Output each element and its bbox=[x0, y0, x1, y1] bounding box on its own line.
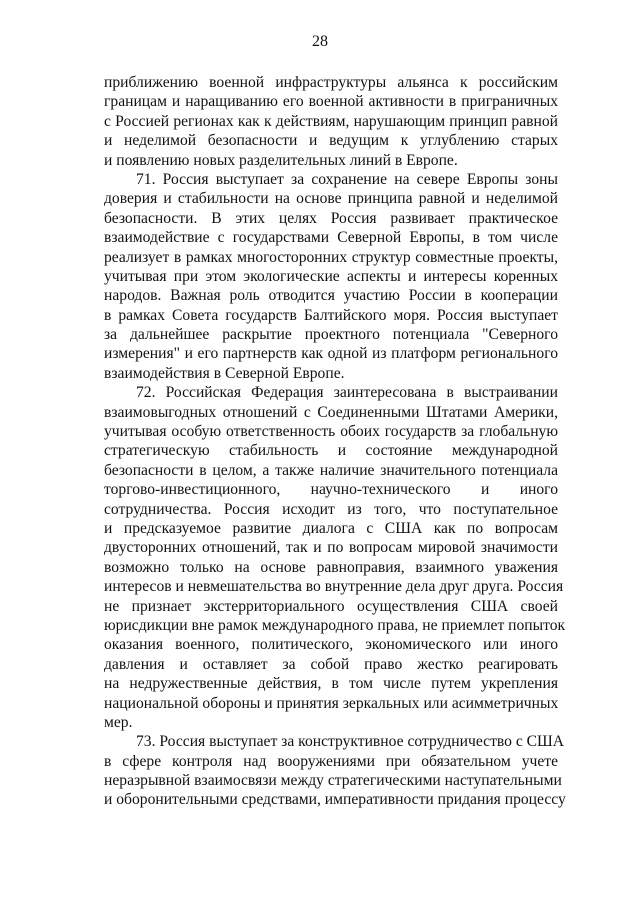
text-line: доверия и стабильности на основе принципа равной и неделимой bbox=[104, 190, 558, 208]
text-line: народов. Важная роль отводится участию России в кооперации bbox=[104, 287, 558, 305]
page-number: 28 bbox=[312, 33, 328, 50]
text-line: интересов и невмешательства во внутренние дела друг друга. Россия bbox=[104, 578, 564, 596]
text-line: и предсказуемое развитие диалога с США как по вопросам bbox=[104, 519, 558, 537]
text-line: не признает экстерриториального осуществления США своей bbox=[104, 597, 558, 615]
text-line: двусторонних отношений, так и по вопросам мировой значимости bbox=[104, 539, 558, 557]
text-line: и появлению новых разделительных линий в Европе. bbox=[104, 151, 458, 169]
text-line: в рамках Совета государств Балтийского моря. Россия выступает bbox=[104, 306, 558, 324]
text-line: неразрывной взаимосвязи между стратегическими наступательными bbox=[104, 772, 562, 790]
text-line: взаимовыгодных отношений с Соединенными Штатами Америки, bbox=[104, 403, 558, 421]
text-line: взаимодействие с государствами Северной Европы, в том числе bbox=[104, 229, 558, 247]
text-line: 72. Российская Федерация заинтересована в выстраивании bbox=[136, 384, 558, 402]
text-line: безопасности. В этих целях Россия развивает практическое bbox=[104, 209, 558, 227]
text-line: учитывая особую ответственность обоих государств за глобальную bbox=[104, 423, 558, 441]
text-line: национальной обороны и принятия зеркальных или асимметричных bbox=[104, 694, 559, 712]
text-line: учитывая при этом экологические аспекты и интересы коренных bbox=[104, 267, 558, 285]
text-line: возможно только на основе равноправия, взаимного уважения bbox=[104, 558, 558, 576]
text-line: давления и оставляет за собой право жестко реагировать bbox=[104, 655, 558, 673]
body-text bbox=[104, 73, 566, 810]
text-line: реализует в рамках многосторонних структур совместные проекты, bbox=[104, 248, 558, 266]
text-line: мер. bbox=[104, 713, 133, 731]
text-line: измерения" и его партнерств как одной из платформ регионального bbox=[104, 345, 558, 363]
text-line: и оборонительными средствами, императивности придания процессу bbox=[104, 791, 566, 809]
text-line: юрисдикции вне рамок международного права, не приемлет попыток bbox=[104, 616, 566, 634]
text-line: 71. Россия выступает за сохранение на севере Европы зоны bbox=[136, 170, 558, 188]
text-line: в сфере контроля над вооружениями при обязательном учете bbox=[104, 752, 558, 770]
text-line: за дальнейшее раскрытие проектного потенциала "Северного bbox=[104, 326, 558, 344]
text-line: взаимодействия в Северной Европе. bbox=[104, 364, 345, 382]
text-line: на недружественные действия, в том числе путем укрепления bbox=[104, 675, 558, 693]
text-line: оказания военного, политического, экономического или иного bbox=[104, 636, 558, 654]
text-line: 73. Россия выступает за конструктивное сотрудничество с США bbox=[136, 733, 565, 751]
text-line: торгово-инвестиционного, научно-технического и иного bbox=[104, 481, 558, 499]
text-line: стратегическую стабильность и состояние международной bbox=[104, 442, 558, 460]
text-line: приближению военной инфраструктуры альянса к российским bbox=[104, 74, 558, 91]
text-line: с Россией регионах как к действиям, нарушающим принцип равной bbox=[104, 112, 558, 130]
text-line: сотрудничества. Россия исходит из того, что поступательное bbox=[104, 500, 558, 518]
text-line: и неделимой безопасности и ведущим к углублению старых bbox=[104, 132, 558, 150]
text-line: границам и наращиванию его военной активности в приграничных bbox=[104, 93, 558, 111]
text-line: безопасности в целом, а также наличие значительного потенциала bbox=[104, 461, 558, 479]
